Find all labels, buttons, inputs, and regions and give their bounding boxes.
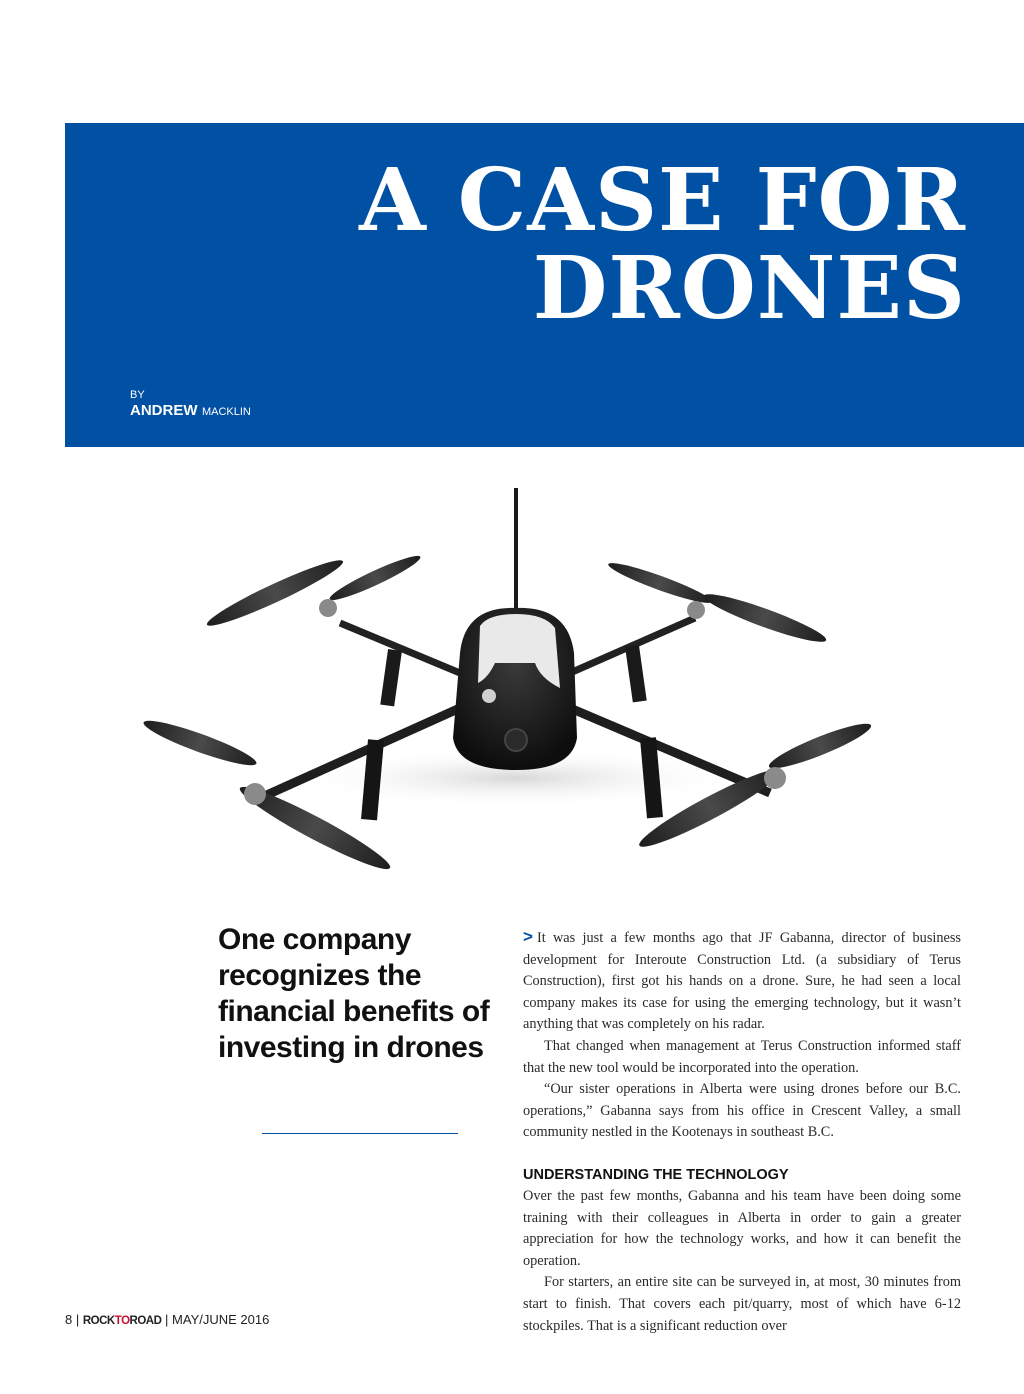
title-line-2: DRONES <box>532 238 966 339</box>
chevron-right-icon: > <box>523 927 533 946</box>
article-title <box>359 150 966 339</box>
article-body <box>523 926 961 1337</box>
title-banner <box>65 123 1024 447</box>
logo-road: ROAD <box>129 1315 162 1327</box>
body-paragraph-3: “Our sister operations in Alberta were using drones before our B.C. operations,” Gabanna says from his office in Crescent Valley, a small community nestled in the Kootenays in southeast B.C. <box>523 1081 961 1141</box>
body-paragraph-1 <box>523 926 961 1036</box>
author-last-name: MACKLIN <box>201 406 251 418</box>
logo-to: TO <box>114 1315 130 1327</box>
section-subhead: UNDERSTANDING THE TECHNOLOGY <box>523 1166 789 1183</box>
logo-rock: ROCK <box>82 1315 115 1327</box>
article-deck: One company recognizes the financial benefits of investing in drones <box>218 923 490 1064</box>
footer-separator: | <box>165 1312 169 1327</box>
body-paragraph-2: That changed when management at Terus Construction informed staff that the new tool would be incorporated into the operation. <box>523 1037 961 1076</box>
page-number: 8 <box>65 1312 73 1327</box>
author-first-name: ANDREW <box>130 402 198 419</box>
body-paragraph-1-text: It was just a few months ago that JF Gabanna, director of business development for Interoute Construction Ltd. (a subsidiary of Terus Construction), first got his hands on a drone. Sure, he had seen a local company makes its case for using the emerging technology, but it wasn’t anything that was completely on his radar. <box>523 930 961 1033</box>
drone-photo <box>140 478 880 888</box>
magazine-logo <box>83 1315 162 1327</box>
deck-divider <box>262 1133 458 1134</box>
body-paragraph-5: For starters, an entire site can be surveyed in, at most, 30 minutes from start to finish. That covers each pit/quarry, most of which have 6-12 stockpiles. That is a significant reduction over <box>523 1274 961 1334</box>
byline-by: BY <box>130 389 145 401</box>
byline <box>130 389 251 420</box>
body-paragraph-4: Over the past few months, Gabanna and his team have been doing some training with their colleagues in Alberta in order to gain a greater appreciation for how the technology works, and how it can benefit the operation. <box>523 1187 961 1269</box>
page-footer <box>65 1312 269 1327</box>
issue-date: MAY/JUNE 2016 <box>172 1312 270 1327</box>
title-line-1: A CASE FOR <box>359 150 966 251</box>
footer-separator: | <box>75 1312 80 1327</box>
